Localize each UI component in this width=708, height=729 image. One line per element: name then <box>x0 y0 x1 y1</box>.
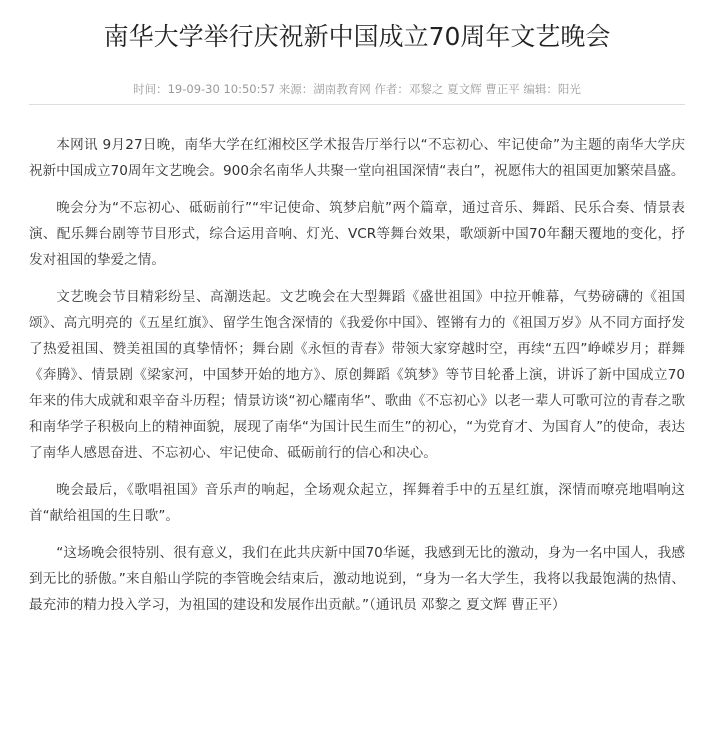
meta-editor-label: 编辑： <box>523 82 558 96</box>
article-meta <box>29 74 685 105</box>
article-paragraph: 本网讯 9月27日晚，南华大学在红湘校区学术报告厅举行以“不忘初心、牢记使命”为主题的南华大学庆祝新中国成立70周年文艺晚会。900余名南华人共聚一堂向祖国深情“表白”，祝愿伟大的祖国更加繁荣昌盛。 <box>29 137 685 179</box>
article-title: 南华大学举行庆祝新中国成立70周年文艺晚会 <box>103 22 611 51</box>
meta-author-value: 邓黎之 夏文辉 曹正平 <box>408 82 520 96</box>
meta-editor-value: 阳光 <box>557 82 581 96</box>
article-paragraph: 晚会最后，《歌唱祖国》音乐声的响起，全场观众起立，挥舞着手中的五星红旗，深情而嘹亮地唱响这首“献给祖国的生日歌”。 <box>29 482 685 524</box>
article-paragraph: “这场晚会很特别、很有意义，我们在此共庆新中国70华诞，我感到无比的激动，身为一名中国人，我感到无比的骄傲。”来自船山学院的李管晚会结束后，激动地说到，“身为一名大学生，我将以我最饱满的热情、最充沛的精力投入学习，为祖国的建设和发展作出贡献。”（通讯员 邓黎之 夏文辉 曹正平） <box>29 545 685 613</box>
meta-source-label: 来源： <box>278 82 314 96</box>
meta-time-value: 19-09-30 10:50:57 <box>167 82 276 96</box>
article-paragraph: 文艺晚会节目精彩纷呈、高潮迭起。文艺晚会在大型舞蹈《盛世祖国》中拉开帷幕，气势磅礴的《祖国颂》、高亢明亮的《五星红旗》、留学生饱含深情的《我爱你中国》、铿锵有力的《祖国万岁》从不同方面抒发了热爱祖国、赞美祖国的真挚情怀；舞台剧《永恒的青春》带领大家穿越时空，再续“五四”峥嵘岁月；群舞《奔腾》、情景剧《梁家河，中国梦开始的地方》、原创舞蹈《筑梦》等节目轮番上演，讲诉了新中国成立70年来的伟大成就和艰辛奋斗历程；情景访谈“初心耀南华”、歌曲《不忘初心》以老一辈人可歌可泣的青春之歌和南华学子积极向上的精神面貌，展现了南华“为国计民生而生”的初心，“为党育才、为国育人”的使命，表达了南华人感恩奋进、不忘初心、牢记使命、砥砺前行的信心和决心。 <box>29 289 685 461</box>
article-paragraph: 晚会分为“不忘初心、砥砺前行”“牢记使命、筑梦启航”两个篇章，通过音乐、舞蹈、民乐合奏、情景表演、配乐舞台剧等节目形式，综合运用音响、灯光、VCR等舞台效果，歌颂新中国70年翻天覆地的变化，抒发对祖国的挚爱之情。 <box>29 200 685 268</box>
meta-author-label: 作者： <box>374 82 409 96</box>
meta-source-value: 湖南教育网 <box>313 82 371 96</box>
article-body <box>29 132 685 618</box>
meta-time-label: 时间： <box>133 82 168 96</box>
